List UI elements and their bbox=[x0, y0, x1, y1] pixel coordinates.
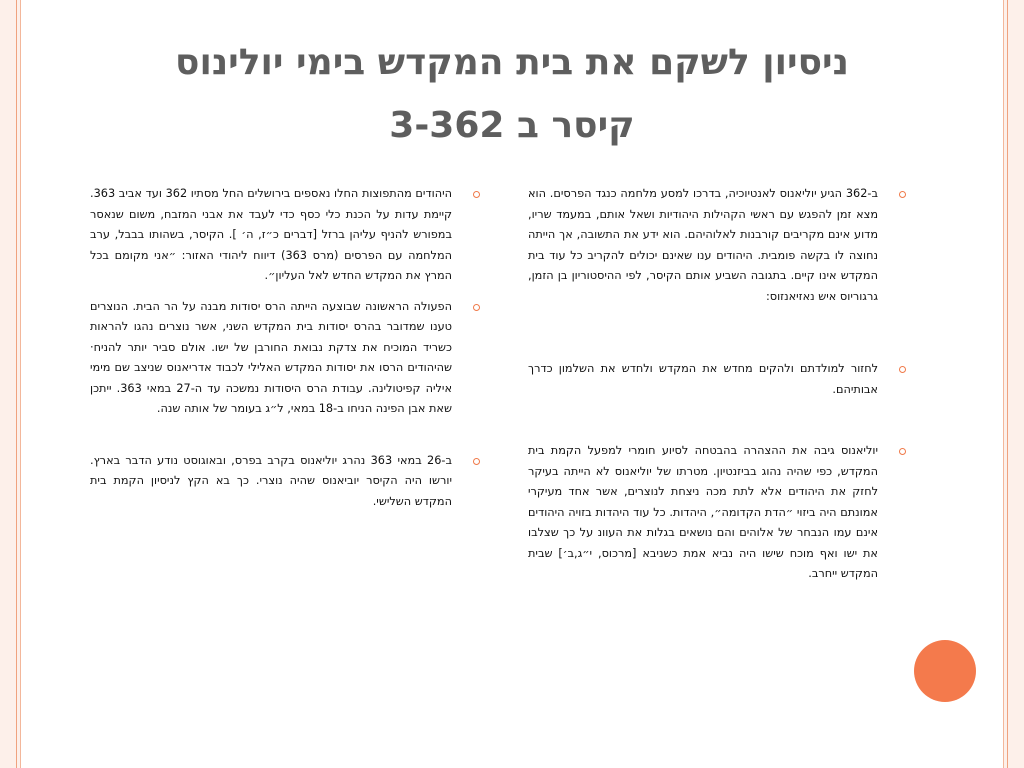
slide-title-line2: קיסר ב 3-362 bbox=[389, 105, 635, 146]
slide-title-line1: ניסיון לשקם את בית המקדש בימי יולינוס bbox=[175, 42, 849, 83]
bullet-icon bbox=[899, 191, 906, 198]
bullet-icon bbox=[473, 458, 480, 465]
bullet-item bbox=[90, 451, 452, 513]
bullet-item bbox=[528, 359, 878, 400]
bullet-icon bbox=[899, 366, 906, 373]
bullet-text: לחזור למולדתם ולהקים מחדש את המקדש ולחדש את השלמון כדרך אבותיהם. bbox=[528, 362, 878, 396]
right-text-column bbox=[528, 184, 878, 585]
bullet-item bbox=[90, 297, 452, 420]
bullet-text: יוליאנוס גיבה את ההצהרה בהבטחה לסיוע חומרי למפעל הקמת בית המקדש, כפי שהיה נהוג בביזנטיון. מטרתו של יוליאנוס לא הייתה בעיקר לחזק את היהודים אלא לתת מכה ניצחת לנוצרים, אשר אחד מעיקרי אמונתם היה ביזוי ״הדת הקדומה״, היהדות. כל עוד היהדות בזויה היהודים אינם עמו הנבחר של אלוהים והם נושאים בגלות את העוונ על כך שצלבו את ישו ואף מוכח שישו היה נביא אמת כשניבא [מרכוס, י״ג,ב׳] שבית המקדש ייחרב. bbox=[528, 444, 878, 580]
bullet-icon bbox=[899, 448, 906, 455]
bullet-icon bbox=[473, 191, 480, 198]
bullet-icon bbox=[473, 304, 480, 311]
bullet-item bbox=[528, 441, 878, 585]
bullet-text: היהודים מהתפוצות החלו נאספים בירושלים החל מסתיו 362 ועד אביב 363. קיימת עדות על הכנת כלי כסף כדי לעבד את אבני המזבח, משום שנאסר במפורש להניף עליהן ברזל [דברים כ״ז, ה׳ ]. הקיסר, בשהותו בבבל, ערב המלחמה עם הפרסים (מרס 363) דיווח ליהודי האזור: ״אני מקומם בכל המרץ את המקדש החדש לאל העליון״. bbox=[90, 187, 452, 282]
bullet-item bbox=[528, 184, 878, 307]
bullet-item bbox=[90, 184, 452, 287]
bullet-text: ב-362 הגיע יוליאנוס לאנטיוכיה, בדרכו למסע מלחמה כנגד הפרסים. הוא מצא זמן להפגש עם ראשי הקהילות היהודיות ושאל אותם, במעמד שריו, מדוע אינם מקריבים קורבנות לאלוהיהם. הוא ידע את התשובה, אך הייתה נחוצה לו בקשה פומבית. היהודים ענו שאינם יכולים להקריב כל עוד בית המקדש אינו קיים. בתגובה השביע אותם הקיסר, לפי ההיסטוריון בן הזמן, גרגוריוס איש נאזיאנזוס: bbox=[528, 187, 878, 303]
decorative-circle bbox=[914, 640, 976, 702]
bullet-text: ב-26 במאי 363 נהרג יוליאנוס בקרב בפרס, ובאוגוסט נודע הדבר בארץ. יורשו היה הקיסר יוביאנוס שהיה נוצרי. כך בא הקץ לניסיון הקמת בית המקדש השלישי. bbox=[90, 453, 452, 508]
bullet-text: הפעולה הראשונה שבוצעה הייתה הרס יסודות מבנה על הר הבית. הנוצרים טענו שמדובר בהרס יסודות בית המקדש השני, אשר נוצרים נהגו להראות כשריד המוכיח את צדקת נבואת החורבן של ישו. אולם סביר יותר להניח· שהיהודים הרסו את יסודות המקדש האלילי לכבוד אדריאנוס שניצב שם מימי איליה קפיטולינה. עבודת הרס היסודות נמשכה עד ה-27 במאי 363. ייתכן שאת אבן הפינה הניחו ב-18 במאי, ל״ג בעומר של אותה שנה. bbox=[90, 299, 453, 415]
left-text-column bbox=[90, 184, 452, 512]
